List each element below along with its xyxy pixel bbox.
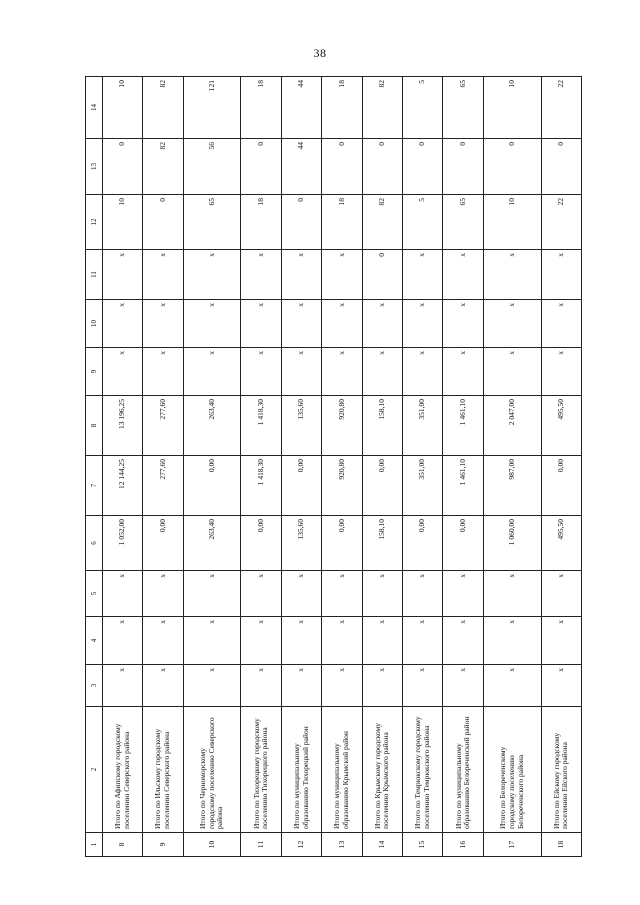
row-value-cell: 0,00 — [143, 516, 183, 571]
row-name-cell: Итого по Тихорецкому городскому поселению Тихорецкого района — [241, 707, 281, 833]
header-cell: 11 — [86, 250, 103, 300]
row-value-cell: 10 — [483, 195, 541, 250]
row-value-cell: x — [403, 617, 443, 665]
row-value-cell: 495,50 — [541, 516, 582, 571]
row-value-cell: x — [183, 300, 241, 348]
row-value-cell: 10 — [103, 195, 143, 250]
row-value-cell: x — [483, 250, 541, 300]
row-value-cell: 0,00 — [403, 516, 443, 571]
row-value-cell: 0 — [103, 139, 143, 195]
row-value-cell: x — [281, 250, 321, 300]
row-value-cell: 158,10 — [362, 516, 402, 571]
row-number-cell: 15 — [403, 833, 443, 857]
row-value-cell: 12 144,25 — [103, 456, 143, 516]
row-value-cell: x — [281, 617, 321, 665]
table-row — [403, 77, 443, 857]
row-value-cell: x — [241, 665, 281, 707]
header-cell: 2 — [86, 707, 103, 833]
row-value-cell: x — [403, 571, 443, 617]
header-cell: 8 — [86, 396, 103, 456]
row-value-cell: 0,00 — [322, 516, 362, 571]
row-value-cell: x — [143, 300, 183, 348]
row-value-cell: x — [362, 348, 402, 396]
header-cell: 9 — [86, 348, 103, 396]
row-value-cell: x — [322, 348, 362, 396]
row-value-cell: 22 — [541, 77, 582, 139]
row-value-cell: x — [143, 571, 183, 617]
row-value-cell: x — [541, 300, 582, 348]
row-name-cell: Итого по Черноморскому городскому поселению Северского района — [183, 707, 241, 833]
row-value-cell: 277,60 — [143, 456, 183, 516]
row-value-cell: 158,10 — [362, 396, 402, 456]
row-number-cell: 14 — [362, 833, 402, 857]
row-value-cell: 18 — [322, 195, 362, 250]
row-value-cell: x — [143, 617, 183, 665]
row-value-cell: 18 — [241, 195, 281, 250]
row-value-cell: x — [322, 300, 362, 348]
row-value-cell: x — [143, 250, 183, 300]
row-value-cell: 13 196,25 — [103, 396, 143, 456]
row-value-cell: x — [241, 300, 281, 348]
row-value-cell: x — [183, 250, 241, 300]
row-value-cell: x — [103, 348, 143, 396]
row-value-cell: 0 — [362, 139, 402, 195]
row-value-cell: 121 — [183, 77, 241, 139]
row-number-cell: 9 — [143, 833, 183, 857]
row-value-cell: x — [483, 571, 541, 617]
row-value-cell: 82 — [362, 77, 402, 139]
row-value-cell: x — [103, 250, 143, 300]
header-row — [86, 77, 103, 857]
row-number-cell: 17 — [483, 833, 541, 857]
row-value-cell: x — [103, 617, 143, 665]
header-cell: 13 — [86, 139, 103, 195]
row-number-cell: 10 — [183, 833, 241, 857]
row-value-cell: 1 060,00 — [483, 516, 541, 571]
row-value-cell: x — [241, 348, 281, 396]
row-name-cell: Итого по Белореченскому городскому поселению Белореченского района — [483, 707, 541, 833]
row-name-cell: Итого по Афипскому городскому поселению Северского района — [103, 707, 143, 833]
row-value-cell: x — [281, 300, 321, 348]
row-name-cell: Итого по Ильскому городскому поселению Северского района — [143, 707, 183, 833]
row-value-cell: 135,60 — [281, 396, 321, 456]
row-value-cell: 351,00 — [403, 396, 443, 456]
row-number-cell: 18 — [541, 833, 582, 857]
row-value-cell: x — [483, 300, 541, 348]
row-value-cell: 0 — [241, 139, 281, 195]
row-value-cell: x — [403, 348, 443, 396]
row-value-cell: x — [322, 665, 362, 707]
row-value-cell: x — [362, 571, 402, 617]
row-value-cell: x — [322, 250, 362, 300]
row-value-cell: 18 — [322, 77, 362, 139]
row-value-cell: x — [443, 571, 483, 617]
row-value-cell: x — [322, 617, 362, 665]
row-value-cell: x — [281, 665, 321, 707]
row-value-cell: x — [362, 665, 402, 707]
row-name-cell: Итого по Крымскому городскому поселению Крымского района — [362, 707, 402, 833]
page-number: 38 — [313, 46, 327, 60]
rotated-table-area — [85, 77, 582, 857]
row-value-cell: x — [103, 665, 143, 707]
row-value-cell: 82 — [362, 195, 402, 250]
row-value-cell: x — [241, 617, 281, 665]
row-value-cell: 0 — [362, 250, 402, 300]
row-value-cell: x — [443, 250, 483, 300]
row-value-cell: x — [403, 665, 443, 707]
table-row — [483, 77, 541, 857]
row-value-cell: 0 — [281, 195, 321, 250]
row-value-cell: 0,00 — [541, 456, 582, 516]
row-value-cell: x — [241, 250, 281, 300]
row-value-cell: x — [443, 348, 483, 396]
row-number-cell: 11 — [241, 833, 281, 857]
row-value-cell: 920,80 — [322, 456, 362, 516]
row-number-cell: 8 — [103, 833, 143, 857]
row-name-cell: Итого по Темрюкскому городскому поселению Темрюкского района — [403, 707, 443, 833]
row-value-cell: 0 — [143, 195, 183, 250]
row-value-cell: 65 — [443, 195, 483, 250]
row-value-cell: x — [403, 300, 443, 348]
row-value-cell: 0,00 — [443, 516, 483, 571]
header-cell: 10 — [86, 300, 103, 348]
row-number-cell: 13 — [322, 833, 362, 857]
header-cell: 6 — [86, 516, 103, 571]
row-value-cell: x — [103, 571, 143, 617]
row-value-cell: x — [541, 617, 582, 665]
row-value-cell: 65 — [183, 195, 241, 250]
row-value-cell: 82 — [143, 77, 183, 139]
row-name-cell: Итого по муниципальному образованию Белореченский район — [443, 707, 483, 833]
table-row — [443, 77, 483, 857]
row-value-cell: 263,40 — [183, 396, 241, 456]
row-value-cell: x — [541, 571, 582, 617]
row-value-cell: 0,00 — [183, 456, 241, 516]
row-value-cell: 56 — [183, 139, 241, 195]
header-cell: 1 — [86, 833, 103, 857]
row-value-cell: 277,60 — [143, 396, 183, 456]
row-value-cell: x — [183, 665, 241, 707]
table-row — [241, 77, 281, 857]
row-value-cell: 351,00 — [403, 456, 443, 516]
row-value-cell: x — [183, 571, 241, 617]
row-value-cell: 44 — [281, 139, 321, 195]
table-row — [541, 77, 582, 857]
table-row — [281, 77, 321, 857]
row-value-cell: 44 — [281, 77, 321, 139]
header-cell: 3 — [86, 665, 103, 707]
row-value-cell: 1 052,00 — [103, 516, 143, 571]
row-value-cell: 987,00 — [483, 456, 541, 516]
row-value-cell: 18 — [241, 77, 281, 139]
header-cell: 12 — [86, 195, 103, 250]
row-value-cell: 0 — [541, 139, 582, 195]
data-table — [85, 76, 582, 857]
row-value-cell: x — [443, 300, 483, 348]
header-cell: 5 — [86, 571, 103, 617]
row-value-cell: 1 461,10 — [443, 456, 483, 516]
header-cell: 4 — [86, 617, 103, 665]
row-value-cell: x — [362, 300, 402, 348]
row-value-cell: 5 — [403, 77, 443, 139]
row-value-cell: 10 — [483, 77, 541, 139]
header-cell: 14 — [86, 77, 103, 139]
row-value-cell: x — [183, 348, 241, 396]
table-row — [322, 77, 362, 857]
row-value-cell: x — [322, 571, 362, 617]
row-value-cell: 1 461,10 — [443, 396, 483, 456]
row-value-cell: x — [483, 348, 541, 396]
row-value-cell: x — [281, 571, 321, 617]
row-number-cell: 16 — [443, 833, 483, 857]
row-value-cell: x — [143, 348, 183, 396]
row-value-cell: 5 — [403, 195, 443, 250]
row-value-cell: 1 418,30 — [241, 396, 281, 456]
row-value-cell: x — [362, 617, 402, 665]
table-row — [183, 77, 241, 857]
row-value-cell: x — [443, 617, 483, 665]
row-name-cell: Итого по Ейскому городскому поселению Ейского района — [541, 707, 582, 833]
row-value-cell: x — [281, 348, 321, 396]
row-value-cell: x — [241, 571, 281, 617]
row-value-cell: 82 — [143, 139, 183, 195]
row-value-cell: x — [541, 348, 582, 396]
row-value-cell: 0 — [322, 139, 362, 195]
row-value-cell: x — [483, 665, 541, 707]
row-name-cell: Итого по муниципальному образованию Тихорецкий район — [281, 707, 321, 833]
row-value-cell: 0,00 — [281, 456, 321, 516]
row-value-cell: x — [483, 617, 541, 665]
row-value-cell: 135,60 — [281, 516, 321, 571]
row-value-cell: 0 — [443, 139, 483, 195]
row-value-cell: 65 — [443, 77, 483, 139]
row-value-cell: x — [403, 250, 443, 300]
row-value-cell: 10 — [103, 77, 143, 139]
row-value-cell: 920,80 — [322, 396, 362, 456]
header-cell: 7 — [86, 456, 103, 516]
row-value-cell: 0,00 — [362, 456, 402, 516]
row-value-cell: x — [541, 665, 582, 707]
table-row — [103, 77, 143, 857]
row-value-cell: 495,50 — [541, 396, 582, 456]
row-value-cell: 0 — [403, 139, 443, 195]
row-value-cell: 0 — [483, 139, 541, 195]
row-value-cell: 0,00 — [241, 516, 281, 571]
row-value-cell: x — [103, 300, 143, 348]
row-value-cell: 1 418,30 — [241, 456, 281, 516]
row-value-cell: x — [183, 617, 241, 665]
row-value-cell: 263,40 — [183, 516, 241, 571]
row-value-cell: x — [143, 665, 183, 707]
table-body — [86, 77, 582, 857]
row-value-cell: 2 047,00 — [483, 396, 541, 456]
row-value-cell: 22 — [541, 195, 582, 250]
table-row — [362, 77, 402, 857]
row-number-cell: 12 — [281, 833, 321, 857]
table-row — [143, 77, 183, 857]
row-value-cell: x — [541, 250, 582, 300]
rotated-table-container — [85, 77, 582, 857]
row-value-cell: x — [443, 665, 483, 707]
row-name-cell: Итого по муниципальному образованию Крымский район — [322, 707, 362, 833]
